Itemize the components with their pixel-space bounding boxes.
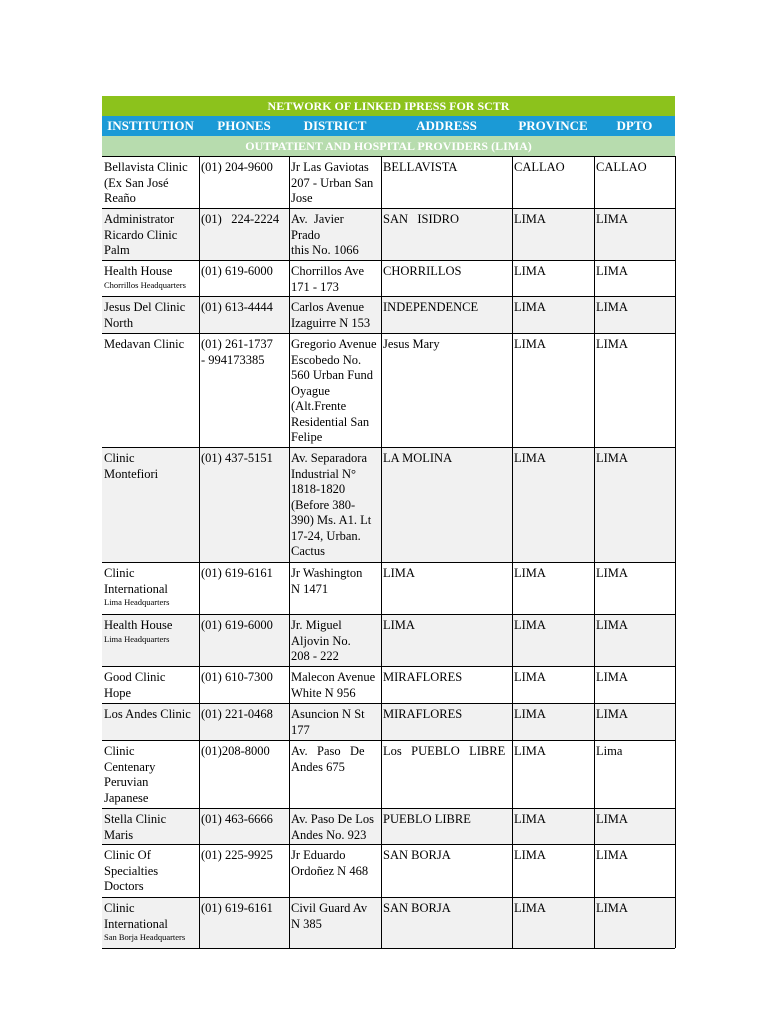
table-row [102, 156, 675, 208]
district-text: Jr Eduardo Ordoñez N 468 [291, 848, 369, 878]
header-institution: INSTITUTION [107, 118, 194, 133]
header-phones: PHONES [217, 118, 271, 133]
cell-address [381, 297, 512, 333]
district-text: Av. Paso De Andes 675 [291, 744, 365, 774]
cell-district [289, 741, 381, 808]
address-text: Los PUEBLO LIBRE [383, 744, 506, 758]
dpto-text: LIMA [596, 901, 628, 915]
institution-text: Stella Clinic Maris [104, 812, 167, 842]
header-district: DISTRICT [303, 118, 367, 133]
cell-institution [102, 563, 199, 614]
province-text: LIMA [514, 264, 546, 278]
cell-address [381, 704, 512, 740]
table-body [102, 156, 675, 948]
cell-phones [199, 845, 289, 897]
table-row [102, 703, 675, 740]
province-text: LIMA [514, 812, 546, 826]
cell-institution [102, 667, 199, 703]
cell-province [512, 809, 594, 844]
table-row [102, 562, 675, 614]
phones-text: (01)208-8000 [201, 744, 270, 758]
phones-text: (01) 619-6000 [201, 264, 273, 278]
cell-institution [102, 157, 199, 208]
province-text: LIMA [514, 848, 546, 862]
province-text: CALLAO [514, 160, 565, 174]
cell-institution [102, 704, 199, 740]
dpto-text: LIMA [596, 212, 628, 226]
cell-dpto [594, 157, 675, 208]
table-row [102, 333, 675, 447]
cell-dpto [594, 209, 675, 260]
district-text: Av. Javier Prado this No. 1066 [291, 212, 359, 257]
providers-table [102, 96, 675, 949]
headquarters-note: Lima Headquarters [104, 597, 170, 607]
cell-phones [199, 898, 289, 948]
cell-district [289, 898, 381, 948]
cell-dpto [594, 809, 675, 844]
cell-province [512, 704, 594, 740]
cell-province [512, 157, 594, 208]
institution-text: Clinic Centenary Peruvian Japanese [104, 744, 156, 805]
province-text: LIMA [514, 300, 546, 314]
table-row [102, 447, 675, 562]
dpto-text: LIMA [596, 618, 628, 632]
cell-province [512, 563, 594, 614]
headquarters-note: Lima Headquarters [104, 633, 170, 644]
cell-phones [199, 209, 289, 260]
address-text: LIMA [383, 618, 415, 632]
cell-address [381, 898, 512, 948]
cell-institution [102, 898, 199, 948]
cell-phones [199, 809, 289, 844]
address-text: SAN BORJA [383, 848, 451, 862]
cell-district [289, 209, 381, 260]
district-text: Civil Guard Av N 385 [291, 901, 368, 931]
column-divider [199, 156, 200, 948]
district-text: Jr Washington N 1471 [291, 566, 363, 596]
dpto-text: LIMA [596, 848, 628, 862]
cell-district [289, 448, 381, 562]
cell-dpto [594, 448, 675, 562]
cell-institution [102, 741, 199, 808]
cell-district [289, 261, 381, 296]
dpto-text: Lima [596, 744, 623, 758]
cell-institution [102, 209, 199, 260]
province-text: LIMA [514, 670, 546, 684]
dpto-text: LIMA [596, 707, 628, 721]
phones-text: (01) 619-6161 [201, 566, 273, 580]
institution-text: Clinic Of Specialties Doctors [104, 848, 159, 893]
headquarters-note: San Borja Headquarters [104, 932, 186, 942]
cell-province [512, 741, 594, 808]
table-subtitle: OUTPATIENT AND HOSPITAL PROVIDERS (LIMA) [102, 136, 675, 156]
cell-district [289, 615, 381, 666]
cell-province [512, 615, 594, 666]
cell-institution [102, 448, 199, 562]
cell-province [512, 845, 594, 897]
phones-text: (01) 261-1737 - 994173385 [201, 337, 273, 367]
address-text: PUEBLO LIBRE [383, 812, 471, 826]
cell-dpto [594, 334, 675, 447]
cell-province [512, 297, 594, 333]
cell-address [381, 845, 512, 897]
dpto-text: LIMA [596, 812, 628, 826]
cell-province [512, 667, 594, 703]
cell-dpto [594, 261, 675, 296]
cell-phones [199, 157, 289, 208]
district-text: Malecon Avenue White N 956 [291, 670, 376, 700]
institution-text: Medavan Clinic [104, 337, 185, 351]
dpto-text: LIMA [596, 566, 628, 580]
table-row [102, 208, 675, 260]
table-row [102, 897, 675, 948]
phones-text: (01) 224-2224 [201, 212, 280, 226]
cell-address [381, 209, 512, 260]
phones-text: (01) 221-0468 [201, 707, 273, 721]
institution-text: Clinic International [104, 901, 168, 931]
dpto-text: LIMA [596, 300, 628, 314]
cell-province [512, 898, 594, 948]
dpto-text: LIMA [596, 451, 628, 465]
phones-text: (01) 463-6666 [201, 812, 273, 826]
cell-institution [102, 334, 199, 447]
address-text: SAN ISIDRO [383, 212, 460, 226]
cell-phones [199, 563, 289, 614]
district-text: Asuncion N St 177 [291, 707, 365, 737]
district-text: Jr Las Gaviotas 207 - Urban San Jose [291, 160, 374, 205]
dpto-text: LIMA [596, 670, 628, 684]
table-row [102, 808, 675, 844]
province-text: LIMA [514, 212, 546, 226]
phones-text: (01) 613-4444 [201, 300, 273, 314]
phones-text: (01) 204-9600 [201, 160, 273, 174]
column-divider [381, 156, 382, 948]
cell-dpto [594, 741, 675, 808]
institution-text: Clinic Montefiori [104, 451, 159, 481]
cell-dpto [594, 297, 675, 333]
cell-institution [102, 297, 199, 333]
header-dpto: DPTO [616, 118, 653, 133]
institution-text: Bellavista Clinic (Ex San José Reaño [104, 160, 188, 205]
cell-district [289, 563, 381, 614]
province-text: LIMA [514, 707, 546, 721]
cell-phones [199, 741, 289, 808]
cell-province [512, 209, 594, 260]
table-title: NETWORK OF LINKED IPRESS FOR SCTR [102, 96, 675, 116]
cell-address [381, 261, 512, 296]
cell-phones [199, 334, 289, 447]
cell-institution [102, 615, 199, 666]
cell-phones [199, 261, 289, 296]
institution-text: Health House [104, 618, 173, 632]
address-text: BELLAVISTA [383, 160, 458, 174]
table-row [102, 260, 675, 296]
district-text: Jr. Miguel Aljovin No. 208 - 222 [291, 618, 351, 663]
province-text: LIMA [514, 337, 546, 351]
table-header-row [102, 116, 675, 136]
cell-district [289, 157, 381, 208]
address-text: LA MOLINA [383, 451, 453, 465]
address-text: LIMA [383, 566, 415, 580]
district-text: Carlos Avenue Izaguirre N 153 [291, 300, 371, 330]
cell-institution [102, 261, 199, 296]
cell-address [381, 667, 512, 703]
institution-text: Good Clinic Hope [104, 670, 166, 700]
dpto-text: LIMA [596, 337, 628, 351]
cell-address [381, 563, 512, 614]
table-row [102, 666, 675, 703]
cell-phones [199, 704, 289, 740]
district-text: Gregorio Avenue Escobedo No. 560 Urban Fund Oyague (Alt.Frente Residential San Felipe [291, 337, 377, 444]
institution-text: Administrator Ricardo Clinic Palm [104, 212, 178, 257]
headquarters-note: Chorrillos Headquarters [104, 279, 186, 290]
cell-district [289, 704, 381, 740]
cell-address [381, 448, 512, 562]
cell-district [289, 809, 381, 844]
province-text: LIMA [514, 618, 546, 632]
cell-dpto [594, 563, 675, 614]
dpto-text: LIMA [596, 264, 628, 278]
column-divider [289, 156, 290, 948]
address-text: CHORRILLOS [383, 264, 462, 278]
cell-district [289, 334, 381, 447]
province-text: LIMA [514, 451, 546, 465]
cell-institution [102, 845, 199, 897]
cell-address [381, 741, 512, 808]
cell-address [381, 334, 512, 447]
cell-phones [199, 667, 289, 703]
cell-province [512, 334, 594, 447]
dpto-text: CALLAO [596, 160, 647, 174]
district-text: Av. Paso De Los Andes No. 923 [291, 812, 374, 842]
address-text: MIRAFLORES [383, 707, 463, 721]
cell-district [289, 845, 381, 897]
province-text: LIMA [514, 744, 546, 758]
institution-text: Los Andes Clinic [104, 707, 191, 721]
cell-address [381, 809, 512, 844]
address-text: SAN BORJA [383, 901, 451, 915]
cell-dpto [594, 898, 675, 948]
cell-dpto [594, 704, 675, 740]
table-row [102, 844, 675, 897]
cell-dpto [594, 615, 675, 666]
table-row [102, 740, 675, 808]
phones-text: (01) 437-5151 [201, 451, 273, 465]
phones-text: (01) 619-6000 [201, 618, 273, 632]
institution-text: Clinic International [104, 566, 168, 596]
address-text: MIRAFLORES [383, 670, 463, 684]
header-address: ADDRESS [416, 118, 477, 133]
institution-text: Health House [104, 264, 173, 278]
cell-province [512, 261, 594, 296]
cell-district [289, 667, 381, 703]
cell-phones [199, 448, 289, 562]
table-row [102, 614, 675, 666]
institution-text: Jesus Del Clinic North [104, 300, 186, 330]
province-text: LIMA [514, 566, 546, 580]
district-text: Chorrillos Ave 171 - 173 [291, 264, 365, 294]
phones-text: (01) 619-6161 [201, 901, 273, 915]
phones-text: (01) 225-9925 [201, 848, 273, 862]
cell-district [289, 297, 381, 333]
cell-province [512, 448, 594, 562]
column-divider [675, 156, 676, 948]
cell-dpto [594, 845, 675, 897]
column-divider [594, 156, 595, 948]
cell-phones [199, 615, 289, 666]
header-province: PROVINCE [518, 118, 588, 133]
cell-dpto [594, 667, 675, 703]
table-row [102, 296, 675, 333]
column-divider [512, 156, 513, 948]
cell-institution [102, 809, 199, 844]
cell-address [381, 615, 512, 666]
cell-phones [199, 297, 289, 333]
cell-address [381, 157, 512, 208]
address-text: INDEPENDENCE [383, 300, 479, 314]
phones-text: (01) 610-7300 [201, 670, 273, 684]
address-text: Jesus Mary [383, 337, 440, 351]
table-bottom-border [102, 948, 675, 949]
province-text: LIMA [514, 901, 546, 915]
district-text: Av. Separadora Industrial N° 1818-1820 (Before 380- 390) Ms. A1. Lt 17-24, Urban. Cactus [291, 451, 372, 558]
